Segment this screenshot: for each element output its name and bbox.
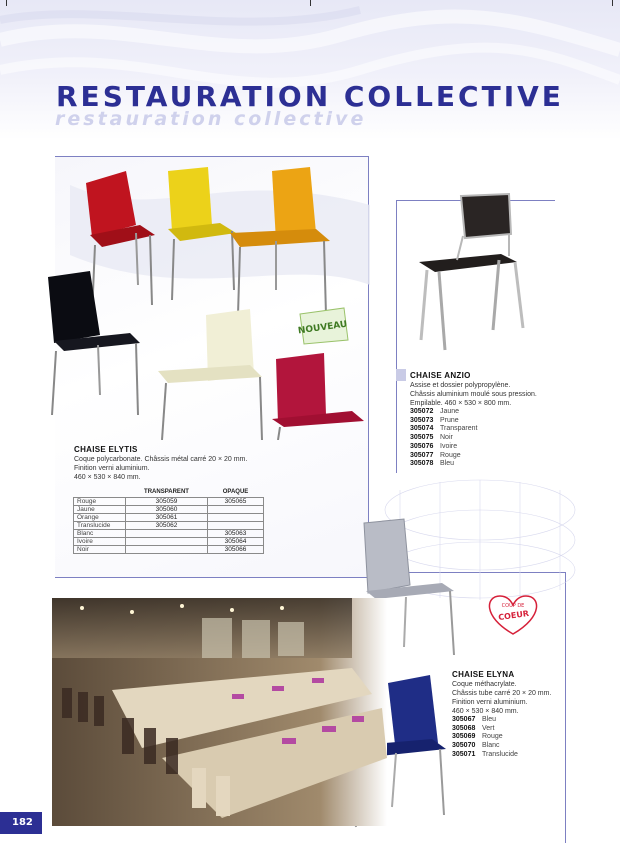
reference-code: 305069 <box>452 733 476 741</box>
chair-red-opaque <box>272 353 364 440</box>
table-row <box>74 522 264 530</box>
coeur-badge-top-text: COUP DE <box>501 603 525 609</box>
table-cell <box>126 546 208 554</box>
table-cell: 305064 <box>208 538 264 546</box>
reference-color: Translucide <box>482 750 518 758</box>
table-cell: 305062 <box>126 522 208 530</box>
table-row <box>74 506 264 514</box>
anzio-chair-photo <box>405 190 545 370</box>
list-item <box>410 417 477 426</box>
table-header-empty <box>74 487 126 498</box>
table-cell: Jaune <box>74 506 126 514</box>
table-cell <box>208 514 264 522</box>
nouveau-badge <box>296 306 350 346</box>
table-cell: 305065 <box>208 498 264 506</box>
nouveau-text: NOUVEAU <box>297 319 348 337</box>
table-cell: 305061 <box>126 514 208 522</box>
reference-color: Blanc <box>482 742 500 750</box>
elytis-description <box>74 455 274 482</box>
elytis-desc-line: Finition verni aluminium. <box>74 465 150 472</box>
table-cell <box>126 530 208 538</box>
list-item <box>410 460 477 469</box>
page-title: RESTAURATION COLLECTIVE <box>56 80 564 113</box>
reference-code: 305074 <box>410 425 434 433</box>
anzio-marker <box>396 369 406 381</box>
elyna-description <box>452 680 572 716</box>
crop-mark <box>612 0 613 6</box>
table-row <box>74 498 264 506</box>
table-row <box>74 530 264 538</box>
table-row <box>74 546 264 554</box>
reference-color: Bleu <box>440 460 455 468</box>
table-row <box>74 538 264 546</box>
reference-code: 305067 <box>452 716 476 723</box>
table-cell: 305060 <box>126 506 208 514</box>
chair-orange <box>230 167 330 315</box>
reference-color: Transparent <box>440 425 478 433</box>
elytis-reference-table <box>73 487 264 554</box>
table-header-transparent: TRANSPARENT <box>144 489 189 495</box>
reference-code: 305076 <box>410 442 434 450</box>
reference-color: Bleu <box>482 716 497 723</box>
anzio-title: CHAISE ANZIO <box>410 371 471 380</box>
reference-code: 305071 <box>452 750 476 758</box>
list-item <box>452 733 518 742</box>
elytis-title: CHAISE ELYTIS <box>74 445 138 454</box>
list-item <box>410 425 477 434</box>
table-cell: Ivoire <box>74 538 126 546</box>
table-cell: Noir <box>74 546 126 554</box>
elyna-desc-line: Châssis tube carré 20 × 20 mm. <box>452 690 552 697</box>
reference-code: 305077 <box>410 451 434 459</box>
reference-code: 305073 <box>410 416 434 424</box>
crop-mark <box>6 0 7 6</box>
anzio-desc-line: Assise et dossier polypropylène. <box>410 382 511 389</box>
reference-code: 305072 <box>410 408 434 415</box>
list-item <box>410 452 477 461</box>
elyna-desc-line: Finition verni aluminium. <box>452 699 528 706</box>
reference-color: Prune <box>440 416 459 424</box>
reference-color: Vert <box>482 724 495 732</box>
table-cell: 305063 <box>208 530 264 538</box>
table-cell: Translucide <box>74 522 126 530</box>
page-number: 182 <box>12 817 33 828</box>
elyna-reference-list <box>452 716 518 760</box>
list-item <box>410 443 477 452</box>
table-header-row <box>74 487 264 498</box>
coeur-badge-text: COEUR <box>497 608 530 623</box>
reference-color: Ivoire <box>440 442 458 450</box>
list-item <box>410 434 477 443</box>
elytis-desc-line: Coque polycarbonate. Châssis métal carré 20 × 20 mm. <box>74 456 248 463</box>
reference-code: 305068 <box>452 724 476 732</box>
reference-color: Noir <box>440 434 453 442</box>
page-subtitle: restauration collective <box>55 108 367 130</box>
chair-black <box>48 271 140 415</box>
anzio-description <box>410 381 560 408</box>
table-cell: 305059 <box>126 498 208 506</box>
chair-ivory <box>158 309 262 440</box>
anzio-desc-line: Empilable. 460 × 530 × 800 mm. <box>410 400 512 407</box>
anzio-reference-list <box>410 408 477 469</box>
reference-code: 305078 <box>410 460 434 468</box>
table-cell <box>126 538 208 546</box>
list-item <box>452 742 518 751</box>
elyna-desc-line: 460 × 530 × 840 mm. <box>452 708 519 715</box>
table-cell: 305066 <box>208 546 264 554</box>
crop-mark <box>310 0 311 6</box>
chair-yellow <box>168 167 236 300</box>
elyna-title: CHAISE ELYNA <box>452 670 515 679</box>
table-cell: Orange <box>74 514 126 522</box>
table-cell: Rouge <box>74 498 126 506</box>
reference-color: Rouge <box>440 451 461 459</box>
coup-de-coeur-badge <box>484 594 542 636</box>
restaurant-interior-photo <box>52 598 387 826</box>
list-item <box>452 751 518 760</box>
table-header-opaque: OPAQUE <box>222 489 249 495</box>
table-cell <box>208 522 264 530</box>
reference-color: Jaune <box>440 408 460 415</box>
elytis-desc-line: 460 × 530 × 840 mm. <box>74 474 141 481</box>
elytis-chairs-photo <box>40 165 370 440</box>
elyna-desc-line: Coque méthacrylate. <box>452 681 517 688</box>
table-row <box>74 514 264 522</box>
list-item <box>452 716 518 725</box>
list-item <box>410 408 477 417</box>
reference-color: Rouge <box>482 733 503 741</box>
anzio-desc-line: Châssis aluminium moulé sous pression. <box>410 391 537 398</box>
list-item <box>452 725 518 734</box>
page-number-tab <box>0 812 42 834</box>
table-cell: Blanc <box>74 530 126 538</box>
table-cell <box>208 506 264 514</box>
reference-code: 305075 <box>410 434 434 442</box>
reference-code: 305070 <box>452 742 476 750</box>
